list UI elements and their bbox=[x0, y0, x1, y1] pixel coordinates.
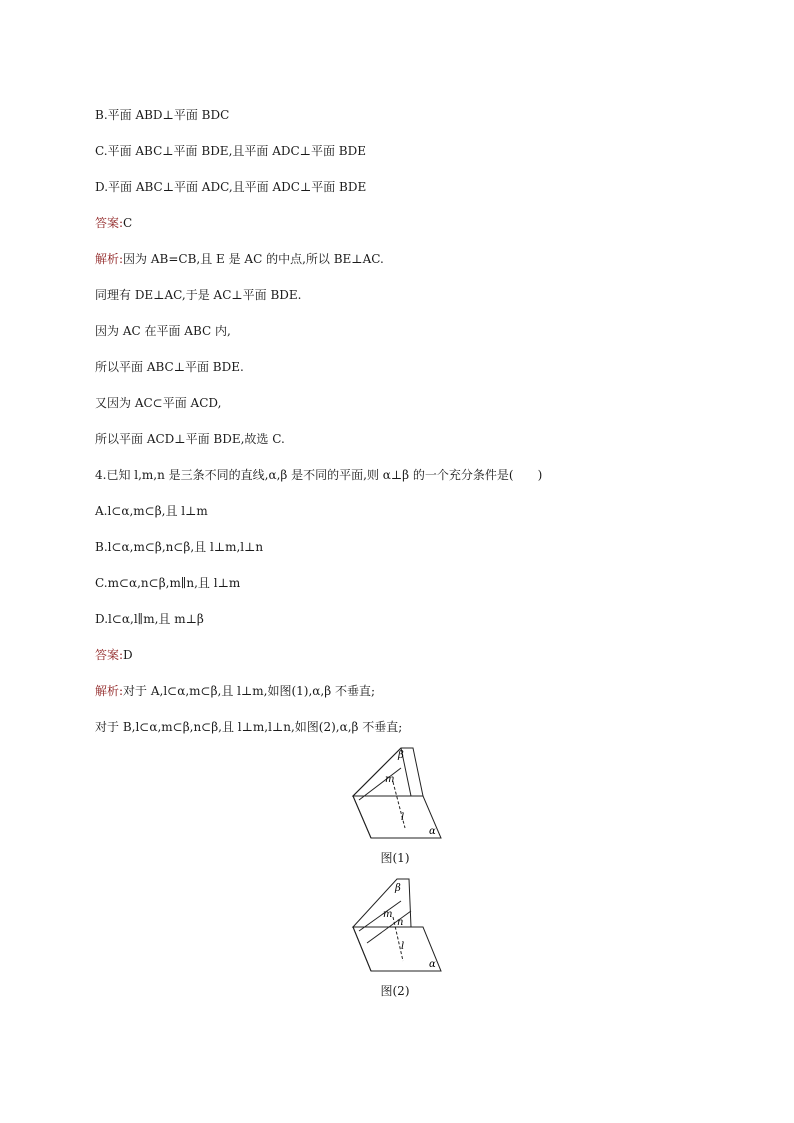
line-text: D.平面 ABC⊥平面 ADC,且平面 ADC⊥平面 BDE bbox=[95, 180, 367, 194]
line-text: B.l⊂α,m⊂β,n⊂β,且 l⊥m,l⊥n bbox=[95, 540, 264, 554]
answer-value: C bbox=[123, 216, 133, 230]
option-c bbox=[95, 575, 240, 591]
line-text: 又因为 AC⊂平面 ACD, bbox=[95, 396, 222, 410]
option-d bbox=[95, 179, 366, 195]
line-text: 所以平面 ACD⊥平面 BDE,故选 C. bbox=[95, 432, 285, 446]
option-d bbox=[95, 611, 204, 627]
line-text: 同理有 DE⊥AC,于是 AC⊥平面 BDE. bbox=[95, 288, 302, 302]
analysis-line bbox=[95, 719, 402, 735]
analysis-line bbox=[95, 359, 244, 375]
line-text: 对于 A,l⊂α,m⊂β,且 l⊥m,如图(1),α,β 不垂直; bbox=[123, 684, 375, 698]
analysis-line bbox=[95, 683, 375, 699]
answer-label: 答案: bbox=[95, 216, 124, 230]
option-c bbox=[95, 143, 366, 159]
label-m: m bbox=[383, 909, 393, 920]
analysis-line bbox=[95, 251, 384, 267]
plane-alpha bbox=[353, 796, 441, 838]
line-text: D.l⊂α,l∥m,且 m⊥β bbox=[95, 612, 204, 626]
line-text: 因为 AC 在平面 ABC 内, bbox=[95, 324, 231, 338]
option-a bbox=[95, 503, 208, 519]
option-b bbox=[95, 107, 229, 123]
label-beta: β bbox=[398, 750, 404, 761]
line-text: A.l⊂α,m⊂β,且 l⊥m bbox=[95, 504, 208, 518]
answer-value: D bbox=[123, 648, 133, 662]
answer-label: 答案: bbox=[95, 648, 124, 662]
analysis-label: 解析: bbox=[95, 252, 124, 266]
line-text: 因为 AB=CB,且 E 是 AC 的中点,所以 BE⊥AC. bbox=[123, 252, 384, 266]
plane-beta bbox=[353, 748, 423, 796]
line-text: B.平面 ABD⊥平面 BDC bbox=[95, 108, 230, 122]
figure-1-diagram bbox=[345, 742, 450, 842]
figure-1-caption: 图(1) bbox=[380, 851, 410, 865]
analysis-line bbox=[95, 287, 302, 303]
analysis-line bbox=[95, 323, 231, 339]
option-b bbox=[95, 539, 263, 555]
question-4 bbox=[95, 467, 542, 483]
figure-2-caption: 图(2) bbox=[380, 984, 410, 998]
label-l: l bbox=[401, 941, 405, 952]
line-text: 所以平面 ABC⊥平面 BDE. bbox=[95, 360, 244, 374]
label-m: m bbox=[385, 774, 395, 785]
analysis-line bbox=[95, 431, 285, 447]
label-beta: β bbox=[395, 883, 401, 894]
label-l: l bbox=[401, 812, 405, 823]
analysis-line bbox=[95, 395, 221, 411]
line-text: C.平面 ABC⊥平面 BDE,且平面 ADC⊥平面 BDE bbox=[95, 144, 366, 158]
answer-line bbox=[95, 647, 133, 663]
line-text: 4.已知 l,m,n 是三条不同的直线,α,β 是不同的平面,则 α⊥β 的一个充分条件是( ) bbox=[95, 468, 543, 482]
analysis-label: 解析: bbox=[95, 684, 124, 698]
figure-2-diagram bbox=[345, 875, 450, 975]
label-n: n bbox=[397, 917, 404, 928]
line-text: C.m⊂α,n⊂β,m∥n,且 l⊥m bbox=[95, 576, 241, 590]
label-alpha: α bbox=[429, 959, 436, 970]
label-alpha: α bbox=[429, 826, 436, 837]
line-text: 对于 B,l⊂α,m⊂β,n⊂β,且 l⊥m,l⊥n,如图(2),α,β 不垂直; bbox=[95, 720, 403, 734]
answer-line bbox=[95, 215, 132, 231]
